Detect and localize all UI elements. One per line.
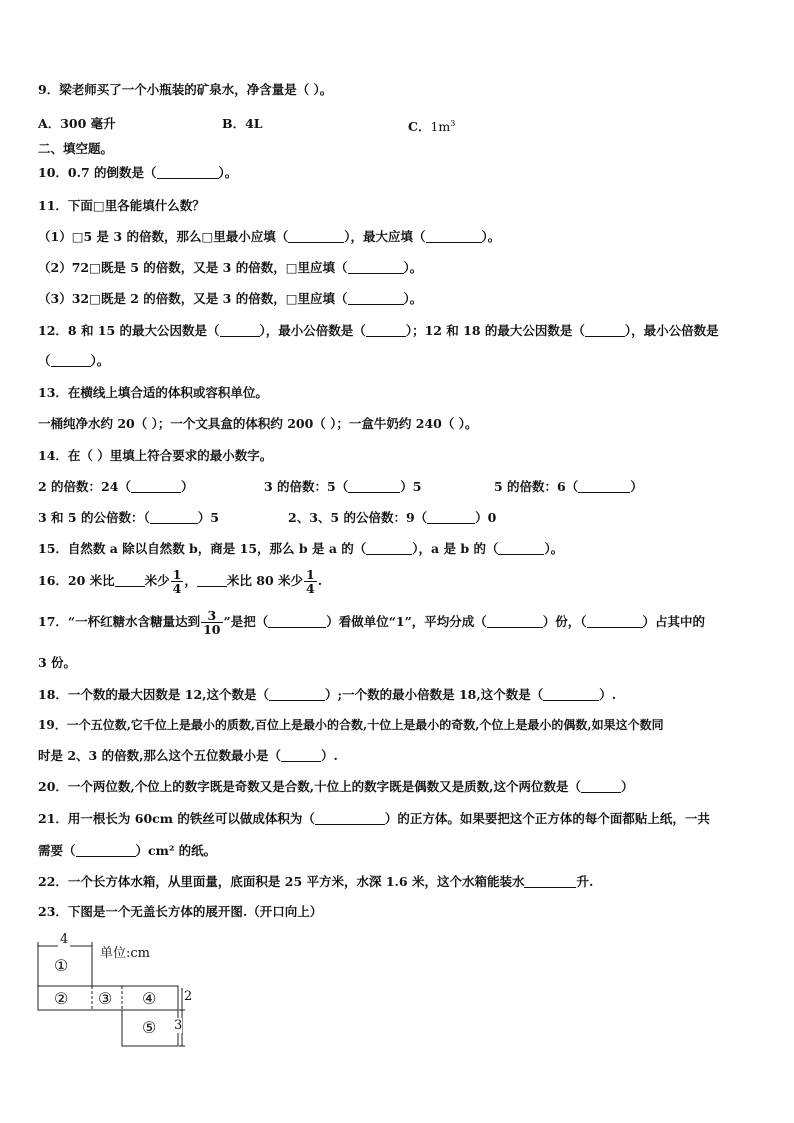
question-10 <box>38 164 237 182</box>
box-net-figure <box>36 932 206 1056</box>
q17-blank-3 <box>587 613 643 628</box>
q11-p1-blank-2 <box>426 228 482 243</box>
question-17-line1 <box>38 607 705 637</box>
q16-text-c: ， <box>184 573 197 588</box>
q16-blank-1 <box>115 572 145 587</box>
q16-blank-2 <box>197 572 227 587</box>
q16-fraction-2-numerator: 1 <box>306 567 315 582</box>
q14-r1c3-text-b: ） <box>630 479 643 494</box>
q12-blank-3 <box>585 322 625 337</box>
face-4-label: ④ <box>142 989 157 1008</box>
q11-p2-blank <box>348 259 404 274</box>
q15-text-b: ），a 是 b 的（ <box>412 541 499 556</box>
q22-text-b: 升. <box>576 874 594 889</box>
question-11-part3 <box>38 290 422 308</box>
q12-blank-2 <box>366 322 406 337</box>
q12-text-d: ），最小公倍数是 <box>624 323 719 338</box>
q17-fraction <box>201 609 222 636</box>
q9-option-c-sup: 3 <box>450 119 456 128</box>
q14-row2-col2 <box>288 509 496 527</box>
q14-r2c1-text-a: 3 和 5 的公倍数：（ <box>38 510 150 525</box>
q17-blank-1 <box>268 613 326 628</box>
question-13-line: 一桶纯净水约 20（ ）；一个文具盒的体积约 200（ ）；一盒牛奶约 240（ ）。 <box>38 416 478 431</box>
q12-text-e: （ <box>38 353 51 368</box>
q18-blank-1 <box>269 686 325 701</box>
q10-blank <box>157 164 219 179</box>
q9-option-b: B．4L <box>222 116 263 131</box>
q17-text-c: ）看做单位“1”，平均分成（ <box>326 614 487 629</box>
q12-text-f: ）。 <box>90 353 110 368</box>
q14-r1c2-text-a: 3 的倍数：5（ <box>264 479 349 494</box>
q19-text-b: ）. <box>320 748 338 763</box>
q16-text-e: . <box>317 573 323 588</box>
dimension-right-top-label: 2 <box>184 989 193 1004</box>
question-22 <box>38 873 593 891</box>
q22-blank <box>524 873 576 888</box>
q16-fraction-2 <box>304 568 317 595</box>
q9-option-a: A．300 毫升 <box>38 116 116 131</box>
face-2-label: ② <box>54 989 69 1008</box>
unit-label: 单位:cm <box>100 946 150 961</box>
question-21-line1 <box>38 810 710 828</box>
question-21-line2 <box>38 842 216 860</box>
q11-p2-text-a: （2）72□既是 5 的倍数，又是 3 的倍数，□里应填（ <box>38 260 348 275</box>
q21-text-d: ）cm² 的纸。 <box>135 843 217 858</box>
q17-fraction-numerator: 3 <box>201 609 222 623</box>
q16-text-d: 米比 80 米少 <box>226 573 303 588</box>
q11-p3-blank <box>348 290 404 305</box>
q12-text-b: ），最小公倍数是（ <box>259 323 366 338</box>
q14-r1c1-text-a: 2 的倍数：24（ <box>38 479 131 494</box>
face-5-label: ⑤ <box>142 1018 157 1037</box>
q18-text-b: ）;一个数的最小倍数是 18,这个数是（ <box>325 687 544 702</box>
q17-text-e: ）占其中的 <box>642 614 706 629</box>
question-12-line2 <box>38 352 109 370</box>
q12-text-c: ）；12 和 18 的最大公因数是（ <box>405 323 585 338</box>
q16-fraction-1 <box>171 568 184 595</box>
q12-blank-1 <box>220 322 260 337</box>
q11-p3-text-b: ）。 <box>403 291 423 306</box>
q17-blank-2 <box>487 613 543 628</box>
q17-fraction-denominator: 10 <box>203 622 221 637</box>
q12-text-a: 12．8 和 15 的最大公因数是（ <box>38 323 220 338</box>
q15-blank-1 <box>366 540 412 555</box>
q16-text-b: 米少 <box>144 573 170 588</box>
q12-blank-4 <box>51 352 91 367</box>
question-15 <box>38 540 563 558</box>
q14-r2c2-text-b: ）0 <box>475 510 497 525</box>
q11-p1-text-b: ），最大应填（ <box>344 229 426 244</box>
q16-text-a: 16．20 米比 <box>38 573 115 588</box>
q21-text-c: 需要（ <box>38 843 76 858</box>
q10-text-pre: 10．0.7 的倒数是（ <box>38 165 157 180</box>
question-9-stem: 9．梁老师买了一个小瓶装的矿泉水，净含量是（ ）。 <box>38 82 333 97</box>
q20-text-a: 20．一个两位数,个位上的数字既是奇数又是合数,十位上的数字既是偶数又是质数,这个两位数是（ <box>38 779 581 794</box>
face-3-label: ③ <box>98 989 113 1008</box>
q19-text-a: 时是 2、3 的倍数,那么这个五位数最小是（ <box>38 748 281 763</box>
question-14-stem: 14．在（ ）里填上符合要求的最小数字。 <box>38 448 273 463</box>
q10-text-post: ）。 <box>218 165 238 180</box>
q14-r1c2-blank <box>348 478 400 493</box>
question-19-line2 <box>38 747 338 765</box>
q15-blank-2 <box>498 540 544 555</box>
q14-r2c1-text-b: ）5 <box>197 510 219 525</box>
q14-row2-col1 <box>38 509 219 527</box>
q14-r2c2-blank <box>427 509 475 524</box>
q14-r1c1-text-b: ） <box>180 479 194 494</box>
q21-text-b: ）的正方体。如果要把这个正方体的每个面都贴上纸，一共 <box>384 811 710 826</box>
question-12-line1 <box>38 322 719 340</box>
q18-blank-2 <box>543 686 599 701</box>
q16-fraction-2-denominator: 4 <box>306 581 315 596</box>
q17-text-a: 17．“一杯红糖水含糖量达到 <box>38 614 201 629</box>
question-11-part1 <box>38 228 500 246</box>
question-18 <box>38 686 616 704</box>
dimension-top-label: 4 <box>60 932 69 947</box>
q9-option-c-value: 1m <box>430 119 451 135</box>
q18-text-a: 18．一个数的最大因数是 12,这个数是（ <box>38 687 269 702</box>
question-11-part2 <box>38 259 422 277</box>
q21-text-a: 21．用一根长为 60cm 的铁丝可以做成体积为（ <box>38 811 315 826</box>
q14-row1-col2 <box>264 478 421 496</box>
q18-text-c: ）. <box>599 687 617 702</box>
q11-p1-blank-1 <box>288 228 344 243</box>
q9-option-c <box>408 115 455 136</box>
face-1-label: ① <box>54 956 69 975</box>
q20-text-b: ） <box>620 779 634 794</box>
q15-text-c: ）。 <box>544 541 564 556</box>
question-19-line1: 19．一个五位数,它千位上是最小的质数,百位上是最小的合数,十位上是最小的奇数,个位上是最小的偶数,如果这个数同 <box>38 718 664 732</box>
q14-r1c3-text-a: 5 的倍数：6（ <box>494 479 579 494</box>
q14-r2c2-text-a: 2、3、5 的公倍数：9（ <box>288 510 428 525</box>
q17-text-b: ”是把（ <box>223 614 269 629</box>
q11-p3-text-a: （3）32□既是 2 的倍数，又是 3 的倍数，□里应填（ <box>38 291 348 306</box>
question-20 <box>38 778 633 796</box>
q14-r1c3-blank <box>578 478 630 493</box>
question-16 <box>38 567 322 595</box>
q22-text-a: 22．一个长方体水箱，从里面量，底面积是 25 平方米，水深 1.6 米，这个水箱能装水 <box>38 874 525 889</box>
q14-r1c1-blank <box>131 478 181 493</box>
q20-blank <box>581 778 621 793</box>
q15-text-a: 15．自然数 a 除以自然数 b，商是 15，那么 b 是 a 的（ <box>38 541 367 556</box>
q16-fraction-1-numerator: 1 <box>172 567 182 582</box>
q14-row1-col1 <box>38 478 193 496</box>
dimension-right-bottom-label: 3 <box>174 1018 183 1033</box>
q21-blank-1 <box>315 810 385 825</box>
q16-fraction-1-denominator: 4 <box>172 581 182 596</box>
q14-r2c1-blank <box>150 509 198 524</box>
question-17-line2: 3 份。 <box>38 655 77 670</box>
q17-text-d: ）份，（ <box>542 614 587 629</box>
q14-row1-col3 <box>494 478 643 496</box>
q11-p2-text-b: ）。 <box>403 260 423 275</box>
question-23-stem: 23．下图是一个无盖长方体的展开图.（开口向上） <box>38 904 323 919</box>
q11-p1-text-c: ）。 <box>481 229 501 244</box>
q9-option-c-prefix: C． <box>408 119 431 135</box>
question-13-stem: 13．在横线上填合适的体积或容积单位。 <box>38 385 268 400</box>
q19-blank <box>281 747 321 762</box>
section-2-title: 二、填空题。 <box>38 141 114 156</box>
q21-blank-2 <box>76 842 136 857</box>
q11-p1-text-a: （1）□5 是 3 的倍数，那么□里最小应填（ <box>38 229 289 244</box>
question-11-stem: 11．下面□里各能填什么数？ <box>38 198 205 213</box>
q14-r1c2-text-b: ）5 <box>400 479 422 494</box>
